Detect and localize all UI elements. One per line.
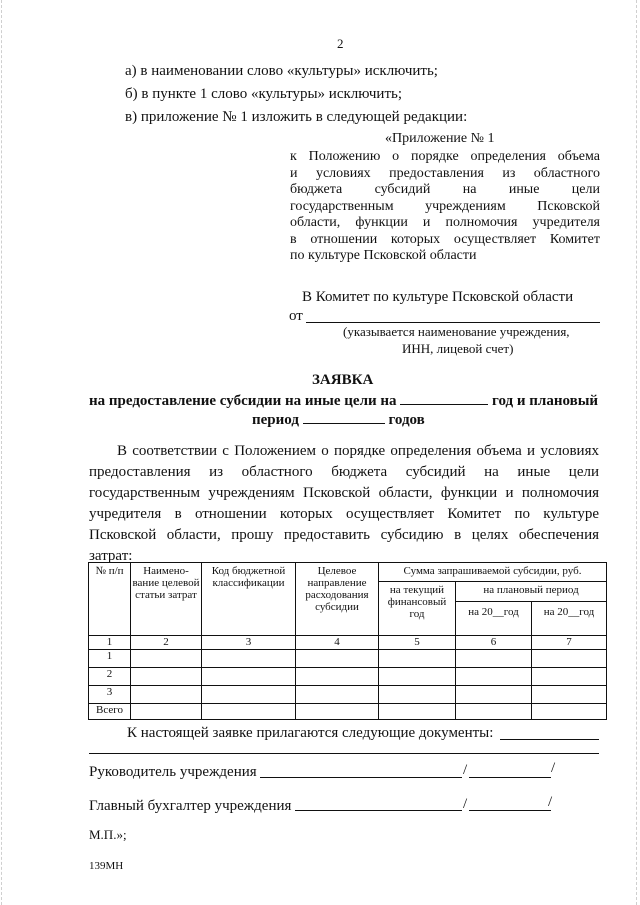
header-purpose: Целевое направление расходования субсидии [296,563,379,636]
col-number: 1 [89,636,131,650]
scan-edge-left [1,0,3,905]
signature-accountant-label: Главный бухгалтер учреждения [89,798,292,814]
appendix-line: бюджета субсидий на иные цели [290,182,600,197]
attachments-line-2 [89,753,599,754]
header-year-2: на 20__год [532,602,607,636]
amendment-b: б) в пункте 1 слово «культуры» исключить; [125,86,403,102]
appendix-line: области, функции и полномочия учредителя [290,215,600,230]
body-line: В соответствии с Положением о порядке определения объема и условиях [117,443,599,459]
appendix-text [290,149,600,265]
row-label: 1 [89,650,131,668]
request-year-blank [400,404,488,405]
table-row [89,668,607,686]
col-number: 6 [456,636,532,650]
stamp-placeholder: М.П.»; [89,827,127,842]
column-number-row [89,636,607,650]
appendix-line: государственным учреждениям Псковской [290,198,600,214]
request-body [89,441,599,567]
signature-head-slash: / [463,762,468,778]
header-no: № п/п [89,563,131,636]
col-number: 5 [379,636,456,650]
table-row [89,686,607,704]
page-number: 2 [337,36,344,51]
signature-accountant-name-line [469,810,551,811]
document-code: 139МН [89,860,124,872]
addressee-from-line [306,322,600,323]
addressee-to: В Комитет по культуре Псковской области [302,289,574,305]
body-line: учредителя в отношении которых осуществляет Комитет по культуре [89,506,599,522]
row-label-total: Всего [89,704,131,720]
appendix-line: в отношении которых осуществляет Комитет [290,231,600,247]
col-number: 7 [532,636,607,650]
header-year-1: на 20__год [456,602,532,636]
header-planned-period: на плановый период [456,582,607,602]
body-line: затрат: [89,548,133,564]
request-subtitle-line2 [252,410,425,430]
appendix-line: к Положению о порядке определения объема [290,149,600,164]
signature-head-slash-end: / [551,760,556,776]
request-subtitle-line1 [89,391,598,411]
col-number: 4 [296,636,379,650]
row-label: 3 [89,686,131,704]
signature-accountant-slash: / [463,796,468,812]
scan-edge-right [636,0,638,905]
signature-head-name-line [469,777,551,778]
attachments-line-1 [500,739,599,740]
signature-head-label: Руководитель учреждения [89,764,257,780]
table-row [89,650,607,668]
col-number: 2 [131,636,202,650]
body-line: государственным учреждениям Псковской области, функции и полномочия [89,485,599,501]
attachments-label: К настоящей заявке прилагаются следующие документы: [127,725,494,741]
request-subtitle-c: период [252,412,299,428]
amendment-c: в) приложение № 1 изложить в следующей редакции: [125,109,468,125]
signature-accountant-line [295,810,462,811]
addressee-from-label: от [289,308,303,324]
signature-head-line [260,777,462,778]
request-subtitle-d: годов [388,412,425,428]
appendix-line: по культуре Псковской области [290,248,477,263]
signature-accountant-slash-end: / [548,794,553,810]
addressee-hint-1: (указывается наименование учреждения, [343,324,570,339]
request-subtitle-b: год и плановый [492,393,599,409]
col-number: 3 [202,636,296,650]
request-period-blank [303,423,385,424]
subsidy-table [88,562,607,720]
request-subtitle-a: на предоставление субсидии на иные цели на [89,393,397,409]
header-current-year: на текущий финансовый год [379,582,456,636]
amendment-a: а) в наименовании слово «культуры» исключить; [125,63,438,79]
header-name: Наимено-вание целевой статьи затрат [131,563,202,636]
request-title: ЗАЯВКА [312,372,374,388]
table-total-row [89,704,607,720]
addressee-hint-2: ИНН, лицевой счет) [402,341,514,356]
header-code: Код бюджетной классификации [202,563,296,636]
appendix-line: и условиях предоставления из областного [290,165,600,181]
body-line: Псковской области, прошу предоставить субсидию в целях обеспечения [89,527,599,543]
body-line: предоставления из областного бюджета субсидий на иные цели [89,464,599,480]
appendix-title: «Приложение № 1 [385,131,495,146]
header-sum: Сумма запрашиваемой субсидии, руб. [379,563,607,582]
row-label: 2 [89,668,131,686]
